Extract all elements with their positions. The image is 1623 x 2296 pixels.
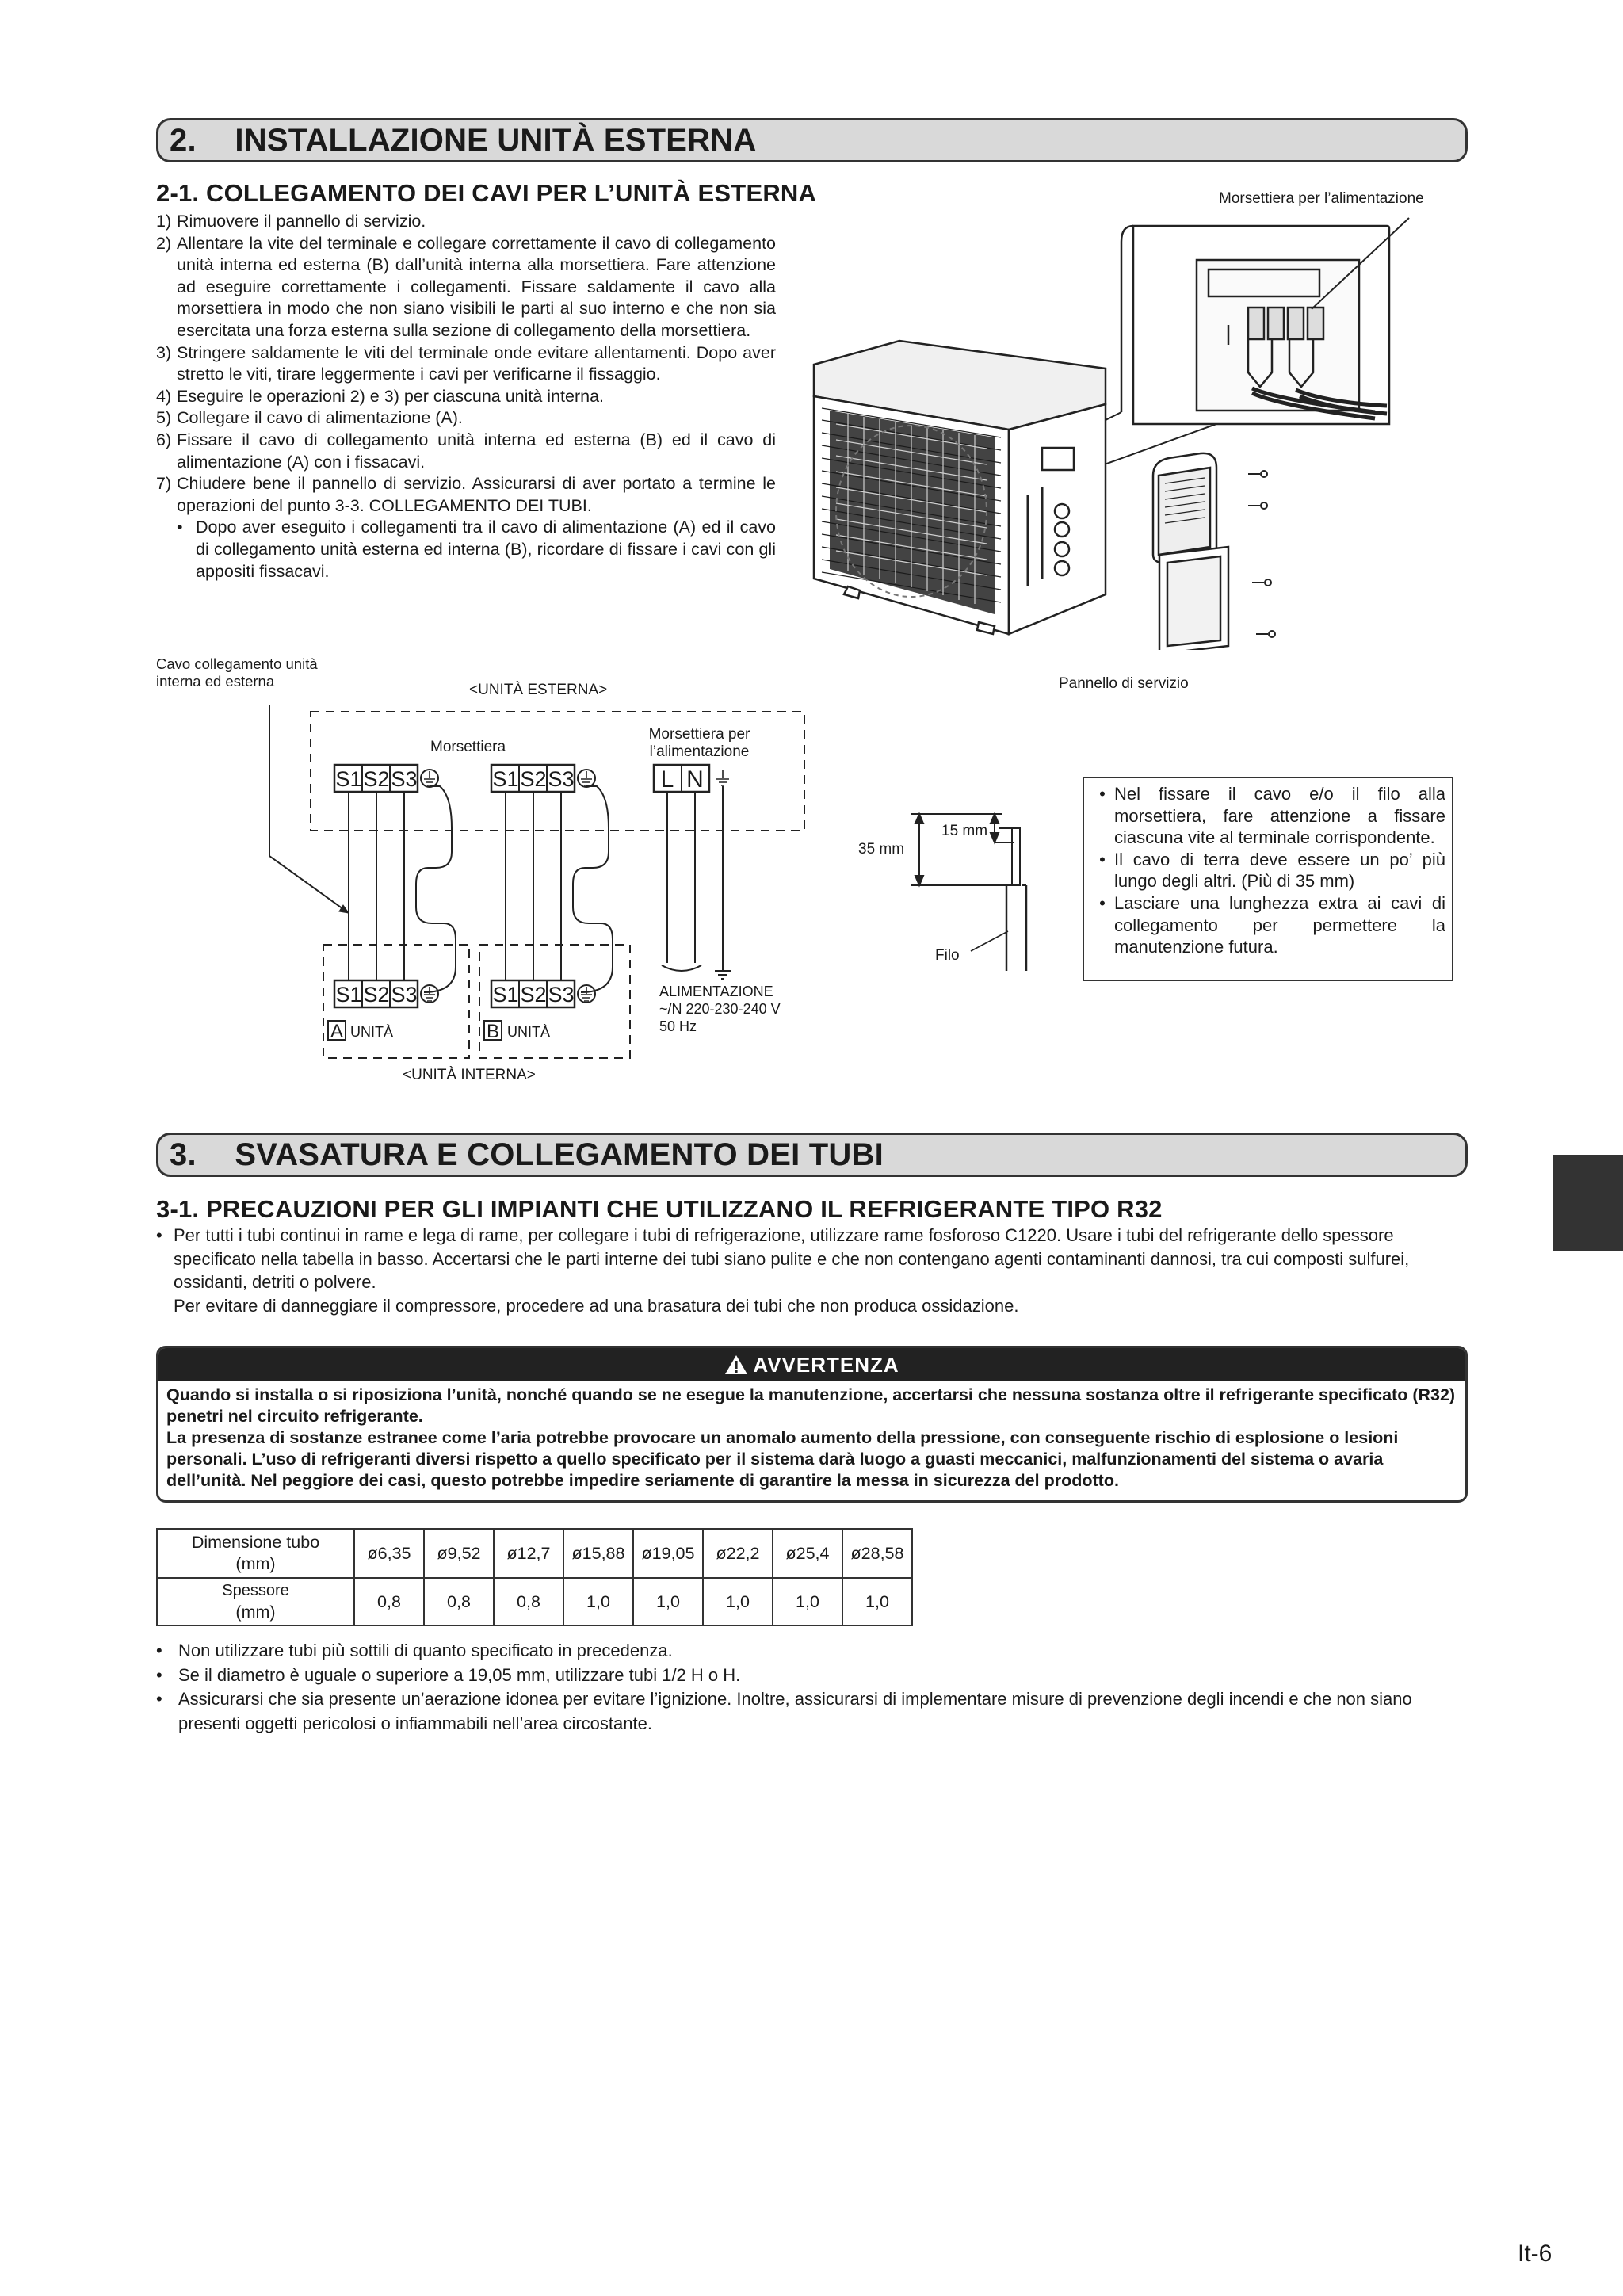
unit-b-word: UNITÀ (507, 1024, 550, 1040)
table-cell: 1,0 (703, 1578, 773, 1626)
warning-box (156, 1346, 1468, 1503)
terminal-s2: S2 (363, 983, 390, 1007)
warning-paragraph-2: La presenza di sostanze estranee come l’aria potrebbe provocare un anomalo aumento della pressione, con conseguente rischio di esplosione o lesioni personali. L’uso di refrigeranti diversi rispetto a quello specificato per il sistema darà luogo a guasti meccanici, malfunzionamenti del sistema o avaria dell’unità. Nel peggiore dei casi, questo potrebbe impedire seriamente di garantire la messa in sicurezza del prodotto. (166, 1428, 1399, 1490)
step-number: 7) (156, 474, 172, 494)
terminal-s3: S3 (391, 767, 418, 791)
table-cell: ø22,2 (703, 1529, 773, 1578)
service-panel (1153, 453, 1228, 650)
unit-b-letter: B (486, 1021, 500, 1042)
note-item: • Il cavo di terra deve essere un po’ più lungo degli altri. (Più di 35 mm) (1099, 849, 1445, 892)
step-7-bullet: • Dopo aver eseguito i collegamenti tra il cavo di alimentazione (A) ed il cavo di collegamento unità esterna ed interna (B), ricordare di fissare i cavi con gli appositi fissacavi. (156, 517, 776, 583)
table-cell: 1,0 (633, 1578, 703, 1626)
table-cell: ø15,88 (563, 1529, 633, 1578)
step-item (156, 386, 776, 408)
section-3-title: SVASATURA E COLLEGAMENTO DEI TUBI (235, 1137, 884, 1172)
note-item: • Lasciare una lunghezza extra ai cavi di collegamento per permettere la manutenzione futura. (1099, 892, 1445, 957)
table-cell: ø6,35 (354, 1529, 424, 1578)
table-cell: ø25,4 (773, 1529, 842, 1578)
pipe-bullets (156, 1639, 1472, 1736)
warning-paragraph-1: Quando si installa o si riposiziona l’unità, nonché quando se ne esegue la manutenzione, accertarsi che nessuna sostanza oltre il refrigerante specificato (R32) penetri nel circuito refrigerante. (166, 1385, 1456, 1426)
step-number: 2) (156, 233, 172, 253)
step-item (156, 407, 776, 430)
table-cell: ø19,05 (633, 1529, 703, 1578)
table-row (157, 1529, 912, 1578)
step-item (156, 211, 776, 233)
subsection-3-1-title: 3-1. PRECAUZIONI PER GLI IMPIANTI CHE UTILIZZANO IL REFRIGERANTE TIPO R32 (156, 1195, 1163, 1223)
step-number: 6) (156, 430, 172, 449)
terminal-s1: S1 (492, 767, 519, 791)
table-cell: 1,0 (842, 1578, 912, 1626)
label-power-terminal-block: Morsettiera per l’alimentazione (1219, 190, 1424, 207)
terminal-l: L (660, 766, 674, 793)
outdoor-unit-body (814, 341, 1106, 634)
table-cell: ø9,52 (424, 1529, 494, 1578)
table-cell: 1,0 (773, 1578, 842, 1626)
step-item (156, 342, 776, 386)
list-item: • Se il diametro è uguale o superiore a 19,05 mm, utilizzare tubi 1/2 H o H. (156, 1664, 1472, 1688)
section-2-heading (156, 118, 1468, 162)
terminal-block-label: Morsettiera (430, 739, 506, 755)
terminal-s1: S1 (492, 983, 519, 1007)
note-text: Nel fissare il cavo e/o il filo alla morsettiera, fare attenzione a fissare ciascuna vite al terminale corrispondente. (1114, 784, 1445, 848)
terminal-s3: S3 (548, 767, 575, 791)
terminal-s3: S3 (391, 983, 418, 1007)
step-number: 4) (156, 386, 172, 406)
power-terminal-label: Morsettiera per l’alimentazione (648, 726, 750, 760)
table-cell: 0,8 (354, 1578, 424, 1626)
table-row (157, 1578, 912, 1626)
list-item: • Non utilizzare tubi più sottili di quanto specificato in precedenza. (156, 1639, 1472, 1664)
section-3-number: 3. (170, 1137, 197, 1172)
note-text: Il cavo di terra deve essere un po’ più lungo degli altri. (Più di 35 mm) (1114, 849, 1445, 892)
supply-line-2: ~/N 220-230-240 V (659, 1001, 781, 1017)
step-item (156, 473, 776, 517)
section-2-number: 2. (170, 123, 197, 158)
step-number: 1) (156, 212, 172, 231)
intro-bullet-text: Per tutti i tubi continui in rame e lega di rame, per collegare i tubi di refrigerazione, utilizzare rame fosforoso C1220. Usare i tubi del refrigerante dello spessore specificato nella tabella in basso. Accertarsi che le parti interne dei tubi siano pulite e che non contengano agenti contaminanti dannosi, tra cui composti sulfurei, ossidanti, detriti o polvere. (174, 1225, 1410, 1292)
outdoor-unit-title: <UNITÀ ESTERNA> (469, 682, 608, 698)
warning-title: AVVERTENZA (753, 1353, 899, 1377)
outdoor-unit-illustration (804, 206, 1470, 650)
table-row-label (157, 1529, 354, 1578)
list-item: • Assicurarsi che sia presente un’aerazione idonea per evitare l’ignizione. Inoltre, assicurarsi di implementare misure di prevenzione degli incendi e che non siano presenti oggetti pericolosi o infiammabili nell’area circostante. (156, 1687, 1472, 1736)
warning-body (158, 1381, 1465, 1495)
warning-icon (724, 1354, 748, 1375)
dim-35mm: 35 mm (858, 841, 905, 858)
table-cell: 0,8 (494, 1578, 563, 1626)
step-text: Chiudere bene il pannello di servizio. Assicurarsi di aver portato a termine le operazioni del punto 3-3. COLLEGAMENTO DEI TUBI. (177, 474, 776, 515)
intro-extra (156, 1294, 1472, 1318)
label-service-panel: Pannello di servizio (1059, 675, 1189, 692)
table-cell: 1,0 (563, 1578, 633, 1626)
table-row-label (157, 1578, 354, 1626)
row-label-line: Dimensione tubo (191, 1533, 320, 1552)
row-label-line: (mm) (235, 1554, 276, 1573)
terminal-s1: S1 (335, 767, 362, 791)
step-number: 5) (156, 408, 172, 428)
step-text: Allentare la vite del terminale e collegare correttamente il cavo di collegamento unità interna ed esterna (B) dall’unità interna alla morsettiera. Fare attenzione ad eseguire correttamente i collegamenti. Fissare saldamente il cavo alla morsettiera in modo che non siano visibili le parti al suo interno e che non sia esercitata una forza esterna sulla sezione di collegamento della morsettiera. (177, 233, 776, 340)
step-text: Fissare il cavo di collegamento unità interna ed esterna (B) ed il cavo di alimentazione (A) con i fissacavi. (177, 430, 776, 472)
step-number: 3) (156, 342, 172, 362)
step-7-bullet-text: Dopo aver eseguito i collegamenti tra il cavo di alimentazione (A) ed il cavo di collegamento unità esterna ed interna (B), ricordare di fissare i cavi con gli appositi fissacavi. (196, 518, 776, 581)
unit-a-letter: A (330, 1021, 344, 1042)
note-item: • Nel fissare il cavo e/o il filo alla morsettiera, fare attenzione a fissare ciascuna vite al terminale corrispondente. (1099, 784, 1445, 848)
intro-extra-text: Per evitare di danneggiare il compressore, procedere ad una brasatura dei tubi che non produca ossidazione. (174, 1295, 1019, 1316)
intro-paragraph (156, 1224, 1472, 1317)
language-tab-marker (1553, 1155, 1623, 1251)
terminal-s2: S2 (520, 983, 547, 1007)
terminal-s2: S2 (520, 767, 547, 791)
list-item-text: Se il diametro è uguale o superiore a 19,05 mm, utilizzare tubi 1/2 H o H. (178, 1664, 741, 1685)
ground-symbol (421, 770, 729, 1003)
step-item (156, 430, 776, 473)
list-item-text: Assicurarsi che sia presente un’aerazione idonea per evitare l’ignizione. Inoltre, assicurarsi di implementare misure di prevenzione degli incendi e che non siano presenti oggetti pericolosi o infiammabili nell’area circostante. (178, 1689, 1412, 1733)
unit-a-word: UNITÀ (350, 1024, 393, 1040)
terminal-s3: S3 (548, 983, 575, 1007)
terminal-n: N (686, 766, 704, 793)
subsection-2-1-title: 2-1. COLLEGAMENTO DEI CAVI PER L’UNITÀ ESTERNA (156, 179, 817, 207)
section-3-heading (156, 1133, 1468, 1177)
label-connecting-cable: Cavo collegamento unità interna ed esterna (156, 655, 318, 690)
screws (1248, 471, 1275, 637)
wiring-diagram (262, 697, 832, 1070)
terminal-s1: S1 (335, 983, 362, 1007)
section-2-title: INSTALLAZIONE UNITÀ ESTERNA (235, 123, 757, 158)
row-label-line: (mm) (235, 1603, 276, 1622)
intro-bullet: • Per tutti i tubi continui in rame e lega di rame, per collegare i tubi di refrigerazione, utilizzare rame fosforoso C1220. Usare i tubi del refrigerante dello spessore specificato nella tabella in basso. Accertarsi che le parti interne dei tubi siano pulite e che non contengano agenti contaminanti dannosi, tra cui composti sulfurei, ossidanti, detriti o polvere. (156, 1224, 1472, 1294)
terminal-block-zoom-inset (1121, 226, 1389, 424)
wiring-notes-box (1083, 777, 1453, 981)
list-item-text: Non utilizzare tubi più sottili di quanto specificato in precedenza. (178, 1641, 673, 1660)
warning-title-bar (158, 1348, 1465, 1381)
terminal-s2: S2 (363, 767, 390, 791)
row-label-line: Spessore (222, 1582, 289, 1599)
wire-label: Filo (935, 947, 960, 964)
dim-15mm: 15 mm (941, 823, 988, 839)
step-item (156, 233, 776, 342)
procedure-steps (156, 211, 776, 583)
step-text: Eseguire le operazioni 2) e 3) per ciascuna unità interna. (177, 386, 605, 406)
table-cell: 0,8 (424, 1578, 494, 1626)
supply-line-1: ALIMENTAZIONE (659, 984, 773, 999)
pipe-spec-table (156, 1528, 913, 1626)
supply-line-3: 50 Hz (659, 1018, 697, 1034)
page-number: It-6 (1518, 2241, 1552, 2267)
step-text: Stringere saldamente le viti del terminale onde evitare allentamenti. Dopo aver stretto le viti, tirare leggermente i cavi per verificarne il fissaggio. (177, 342, 776, 384)
wire-strip-detail (856, 804, 1062, 987)
table-cell: ø12,7 (494, 1529, 563, 1578)
step-text: Collegare il cavo di alimentazione (A). (177, 408, 463, 428)
indoor-unit-title: <UNITÀ INTERNA> (403, 1067, 536, 1083)
step-text: Rimuovere il pannello di servizio. (177, 212, 426, 231)
note-text: Lasciare una lunghezza extra ai cavi di collegamento per permettere la manutenzione futura. (1114, 892, 1445, 957)
table-cell: ø28,58 (842, 1529, 912, 1578)
